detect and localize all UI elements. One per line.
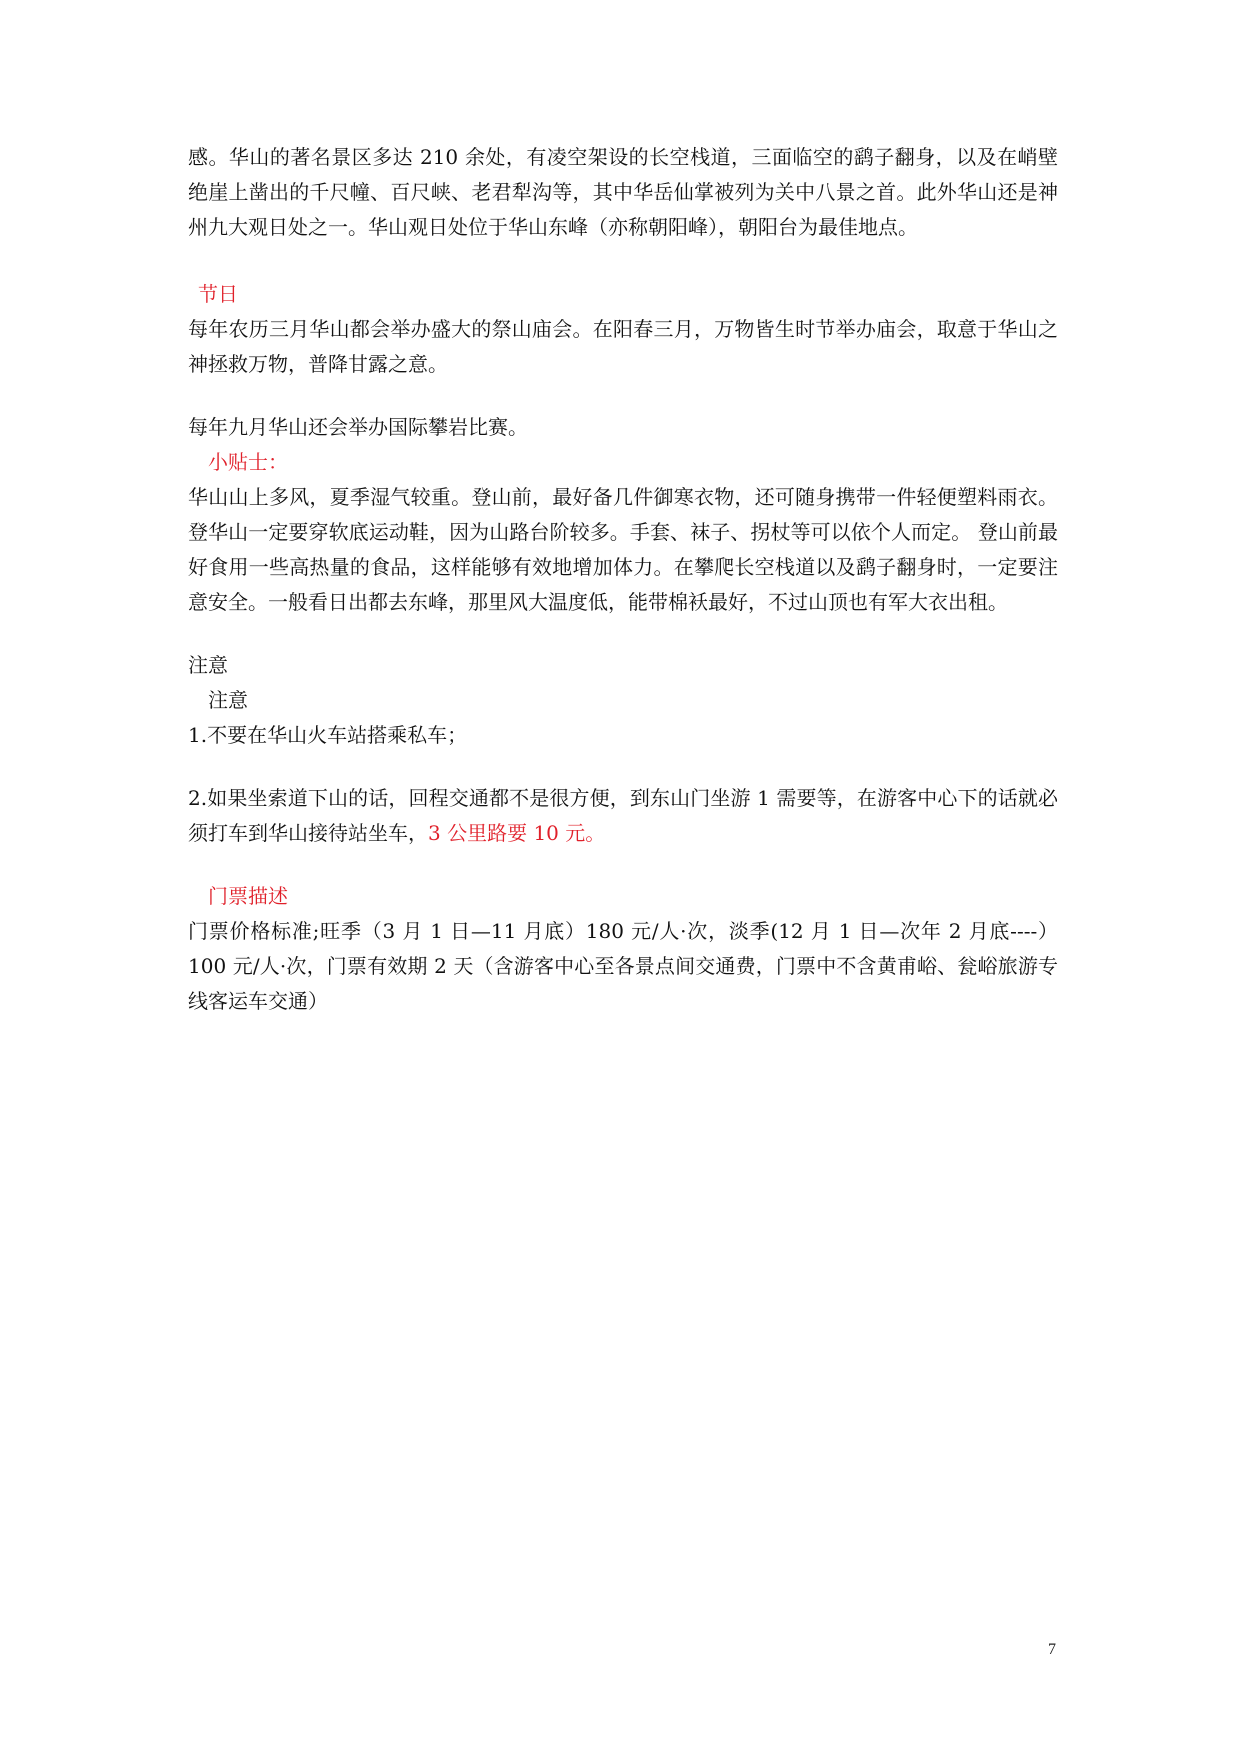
notice-item-2-highlight: 3 公里路要 10 元。 (428, 821, 606, 845)
tickets-paragraph: 门票价格标准;旺季（3 月 1 日—11 月底）180 元/人·次，淡季(12 月 1 日—次年 2 月底----）100 元/人·次，门票有效期 2 天（含游客中心至各景点间交通费，门票中不含黄甫峪、瓮峪旅游专线客运车交通） (188, 919, 1058, 1013)
notice-item-2 (188, 781, 1058, 851)
notice-heading: 注意 (188, 653, 228, 677)
notice-item-2-text: 2.如果坐索道下山的话，回程交通都不是很方便，到东山门坐游 1 需要等，在游客中心下的话就必须打车到华山接待站坐车， (188, 786, 1058, 845)
festival-paragraph-2: 每年九月华山还会举办国际攀岩比赛。 (188, 415, 528, 439)
tips-paragraph: 华山山上多风，夏季湿气较重。登山前，最好备几件御寒衣物，还可随身携带一件轻便塑料雨衣。登华山一定要穿软底运动鞋，因为山路台阶较多。手套、袜子、拐杖等可以依个人而定。 登山前最好食用一些高热量的食品，这样能够有效地增加体力。在攀爬长空栈道以及鹞子翻身时，一定要注意安全。一般看日出都去东峰，那里风大温度低，能带棉袄最好，不过山顶也有军大衣出租。 (188, 485, 1058, 614)
tickets-heading: 门票描述 (208, 884, 288, 908)
intro-paragraph: 感。华山的著名景区多达 210 余处，有凌空架设的长空栈道，三面临空的鹞子翻身，以及在峭壁绝崖上凿出的千尺幢、百尺峡、老君犁沟等，其中华岳仙掌被列为关中八景之首。此外华山还是神州九大观日处之一。华山观日处位于华山东峰（亦称朝阳峰），朝阳台为最佳地点。 (188, 145, 1058, 239)
notice-item-1: 1.不要在华山火车站搭乘私车； (188, 723, 468, 747)
notice-subheading: 注意 (208, 688, 248, 712)
festival-heading: 节日 (198, 282, 238, 306)
tips-heading: 小贴士： (208, 450, 288, 474)
festival-paragraph-1: 每年农历三月华山都会举办盛大的祭山庙会。在阳春三月，万物皆生时节举办庙会，取意于华山之神拯救万物，普降甘露之意。 (188, 317, 1058, 376)
page-number: 7 (1048, 1641, 1056, 1658)
document-page (188, 140, 1058, 1019)
